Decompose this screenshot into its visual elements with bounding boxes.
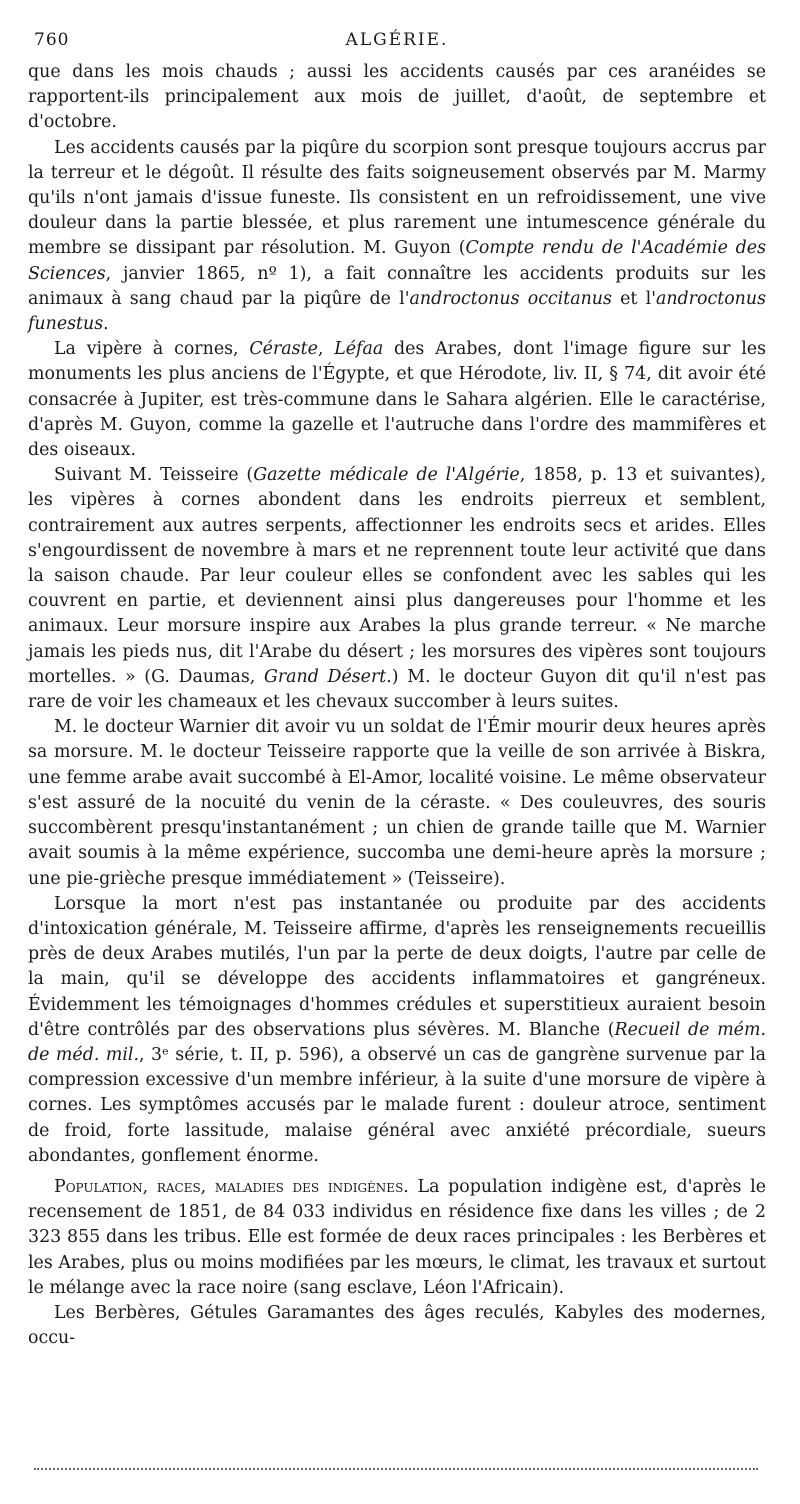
text-run: , 1858, p. 13 et suivantes), les vipères à cornes abondent dans les endroits pierreux et semblent, contrairement aux autres serpents, affectionner les endroits secs et arides. Elles s'engourdissent de novembre à mars et ne reprennent toute leur activité que dans la saison chaude. Par leur couleur elles se confondent avec les sables qui les couvrent en partie, et deviennent ainsi plus dangereuses pour l'homme et les animaux. Leur morsure inspire aux Arabes la plus grande terreur. « Ne marche jamais les pieds nus, dit l'Arabe du désert ; les morsures des vipères sont toujours mortelles. » (G. Daumas, [28, 465, 766, 687]
italic-text: Grand Désert [263, 666, 387, 687]
text-run: .) M. le docteur Guyon dit qu'il n'est pas rare de voir les chameaux et les chevaux succomber à leurs suites. [28, 666, 767, 713]
text-run: Les accidents causés par la piqûre du scorpion sont presque toujours accrus par la terreur et le dégoût. Il résulte des faits soigneusement observés par M. Marmy qu'ils n'ont jamais d'issue funeste. Ils consistent en un refroidissement, une vive douleur dans la partie blessée, et plus rarement une intumescence générale du membre se dissipant par résolution. M. Guyon ( [28, 137, 766, 259]
text-run: , [317, 339, 335, 360]
text-run: . [103, 314, 109, 335]
italic-text: Céraste [249, 339, 318, 360]
text-run: M. le docteur Warnier dit avoir vu un soldat de l'Émir mourir deux heures après sa morsure. M. le docteur Teisseire rapporte que la veille de son arrivée à Biskra, une femme arabe avait succombé à El-Amor, localité voisine. Le même observateur s'est assuré de la nocuité du venin de la céraste. « Des couleuvres, des souris succombèrent presqu'instantanément ; un chien de grande taille que M. Warnier avait soumis à la même expérience, succomba une demi-heure après la morsure ; une pie-grièche presque immédiatement » (Teisseire). [28, 717, 766, 889]
text-run: des Arabes, dont l'image figure sur les monuments les plus anciens de l'Égypte, et que Hérodote, liv. II, § 74, dit avoir été consacrée à Jupiter, est très-commune dans le Sahara algérien. Elle le caractérise, d'après M. Guyon, comme la gazelle et l'autruche dans l'ordre des mammifères et des oiseaux. [28, 339, 766, 461]
text-run: Les Berbères, Gétules Garamantes des âges reculés, Kabyles des modernes, occu- [28, 1302, 766, 1349]
text-run: , 3ᵉ série, t. II, p. 596), a observé un cas de gangrène survenue par la compression excessive d'un membre inférieur, à la suite d'une morsure de vipère à cornes. Les symptômes accusés par le malade furent : douleur atroce, sentiment de froid, forte lassitude, malaise général avec anxiété précordiale, sueurs abondantes, gonflement énorme. [28, 1044, 766, 1166]
italic-text: Gazette médicale de l'Algérie [253, 465, 520, 486]
running-head [28, 30, 766, 60]
running-title: ALGÉRIE. [345, 30, 449, 50]
italic-text: Compte rendu de l'Académie des Sciences [28, 238, 767, 284]
body-text [28, 60, 766, 1351]
italic-text: androctonus occitanus [409, 288, 612, 309]
paragraph [28, 337, 766, 463]
text-run: Suivant M. Teisseire ( [54, 465, 254, 486]
paragraph [28, 892, 766, 1169]
paragraph [28, 136, 766, 338]
text-run: et l' [611, 288, 656, 309]
text-run: La vipère à cornes, [54, 339, 250, 360]
footer-rule [34, 1468, 758, 1470]
section-heading: Population, races, maladies des indigènes. [54, 1176, 409, 1197]
paragraph [28, 1301, 766, 1351]
text-run: que dans les mois chauds ; aussi les accidents causés par ces aranéides se rapportent-ils principalement aux mois de juillet, d'août, de septembre et d'octobre. [28, 62, 766, 133]
text-run: La population indigène est, d'après le recensement de 1851, de 84 033 individus en résidence fixe dans les villes ; de 2 323 855 dans les tribus. Elle est formée de deux races principales : les Berbères et les Arabes, plus ou moins modifiées par les mœurs, le climat, les travaux et surtout le mélange avec la race noire (sang esclave, Léon l'Africain). [28, 1176, 766, 1298]
italic-text: Léfaa [334, 339, 384, 360]
italic-text: Recueil de mém. de méd. mil. [28, 1019, 766, 1065]
text-run: Lorsque la mort n'est pas instantanée ou produite par des accidents d'intoxication générale, M. Teisseire affirme, d'après les renseignements recueillis près de deux Arabes mutilés, l'un par la perte de deux doigts, l'autre par celle de la main, qu'il se développe des accidents inflammatoires et gangréneux. Évidemment les témoignages d'hommes crédules et superstitieux auraient besoin d'être contrôlés par des observations plus sévères. M. Blanche ( [28, 893, 766, 1040]
text-run: , janvier 1865, nº 1), a fait connaître les accidents produits sur les animaux à sang chaud par la piqûre de l' [28, 263, 766, 309]
paragraph [28, 715, 766, 891]
paragraph [28, 1175, 766, 1301]
italic-text: androctonus funestus [28, 288, 766, 335]
page [28, 30, 766, 1351]
paragraph [28, 463, 766, 715]
paragraph [28, 60, 766, 136]
page-number: 760 [34, 30, 70, 50]
